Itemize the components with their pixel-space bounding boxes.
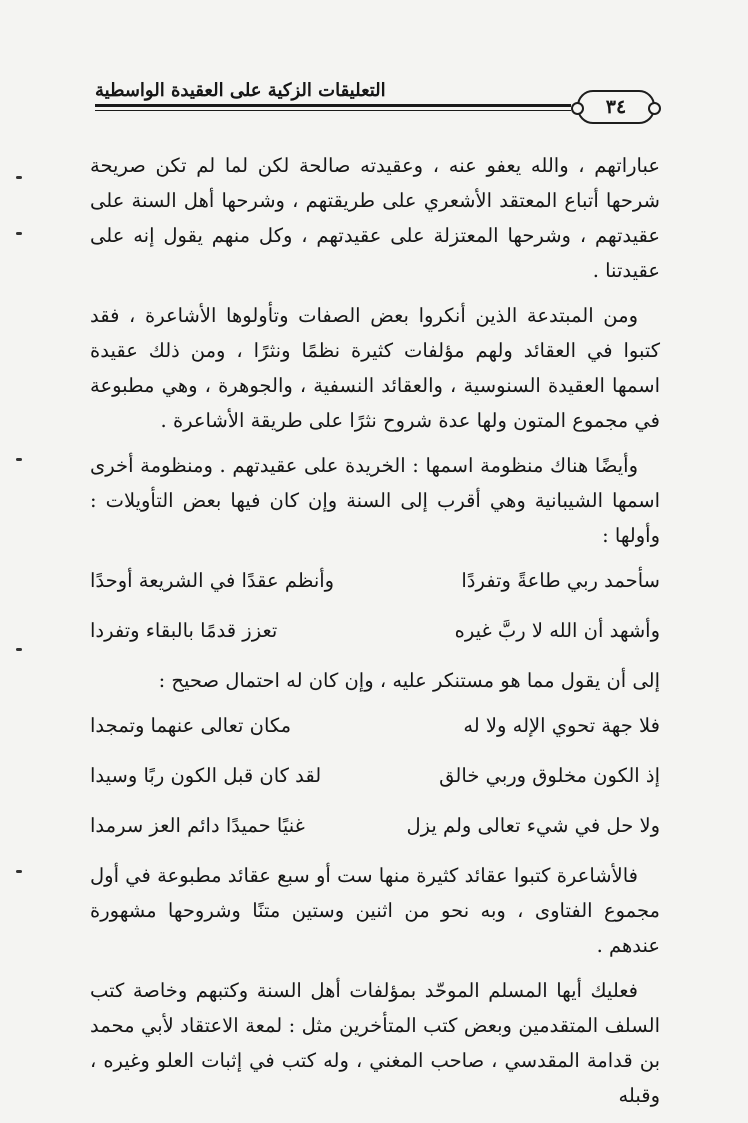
paragraph-3: وأيضًا هناك منظومة اسمها : الخريدة على عقيدتهم . ومنظومة أخرى اسمها الشيبانية وهي أقرب إلى السنة وإن كان فيها بعض التأويلات : وأولها : — [90, 454, 660, 547]
verse-first-hemistich: وأشهد أن الله لا ربَّ غيره — [454, 619, 660, 642]
verse-first-hemistich: سأحمد ربي طاعةً وتفردًا — [461, 569, 660, 592]
paragraph-2: ومن المبتدعة الذين أنكروا بعض الصفات وتأولوها الأشاعرة ، فقد كتبوا في العقائد ولهم مؤلفات كثيرة نظمًا ونثرًا ، ومن ذلك عقيدة اسمها العقيدة السنوسية ، والعقائد النسفية ، والجوهرة ، وهي مطبوعة في مجموع المتون ولها عدة شروح نثرًا على طريقة الأشاعرة . — [90, 304, 660, 432]
page-header — [95, 82, 655, 122]
margin-mark — [16, 232, 22, 235]
verse-first-hemistich: ولا حل في شيء تعالى ولم يزل — [406, 814, 660, 837]
margin-mark — [16, 648, 22, 651]
header-rule-thick — [95, 104, 571, 107]
paragraph-6: فعليك أيها المسلم الموحّد بمؤلفات أهل السنة وكتبهم وخاصة كتب السلف المتقدمين وبعض كتب المتأخرين مثل : لمعة الاعتقاد لأبي محمد بن قدامة المقدسي ، صاحب المغني ، وله كتب في إثبات العلو وغيره ، وقبله — [90, 979, 660, 1107]
verse-second-hemistich: غنيًا حميدًا دائم العز سرمدا — [90, 814, 305, 837]
page-number: ٣٤ — [605, 96, 627, 118]
verse-second-hemistich: لقد كان قبل الكون ربًا وسيدا — [90, 764, 322, 787]
page-number-ornament — [577, 90, 655, 124]
paragraph-5: فالأشاعرة كتبوا عقائد كثيرة منها ست أو سبع عقائد مطبوعة في أول مجموع الفتاوى ، وبه نحو من اثنين وستين متنًا وشروحها مشهورة عندهم . — [90, 864, 660, 957]
running-title: التعليقات الزكية على العقيدة الواسطية — [95, 80, 386, 101]
verse-line — [90, 563, 660, 613]
verse-line — [90, 613, 660, 663]
margin-mark — [16, 176, 22, 179]
verse-line — [90, 808, 660, 858]
paragraph-1: عباراتهم ، والله يعفو عنه ، وعقيدته صالحة لكن لما لم تكن صريحة شرحها أتباع المعتقد الأشعري على طريقتهم ، وشرحها أهل السنة على عقيدتهم ، وشرحها المعتزلة على عقيدتهم ، وكل منهم يقول إنه على عقيدتنا . — [90, 154, 660, 282]
paragraph-4: إلى أن يقول مما هو مستنكر عليه ، وإن كان له احتمال صحيح : — [158, 669, 660, 692]
header-rule-thin — [95, 110, 571, 111]
verse-second-hemistich: تعزز قدمًا بالبقاء وتفردا — [90, 619, 278, 642]
verse-first-hemistich: فلا جهة تحوي الإله ولا له — [463, 714, 660, 737]
verse-first-hemistich: إذ الكون مخلوق وربي خالق — [439, 764, 660, 787]
verse-line — [90, 708, 660, 758]
page-body — [90, 148, 660, 1123]
margin-mark — [16, 458, 22, 461]
verse-second-hemistich: مكان تعالى عنهما وتمجدا — [90, 714, 292, 737]
verse-line — [90, 758, 660, 808]
verse-second-hemistich: وأنظم عقدًا في الشريعة أوحدًا — [90, 569, 335, 592]
margin-mark — [16, 870, 22, 873]
